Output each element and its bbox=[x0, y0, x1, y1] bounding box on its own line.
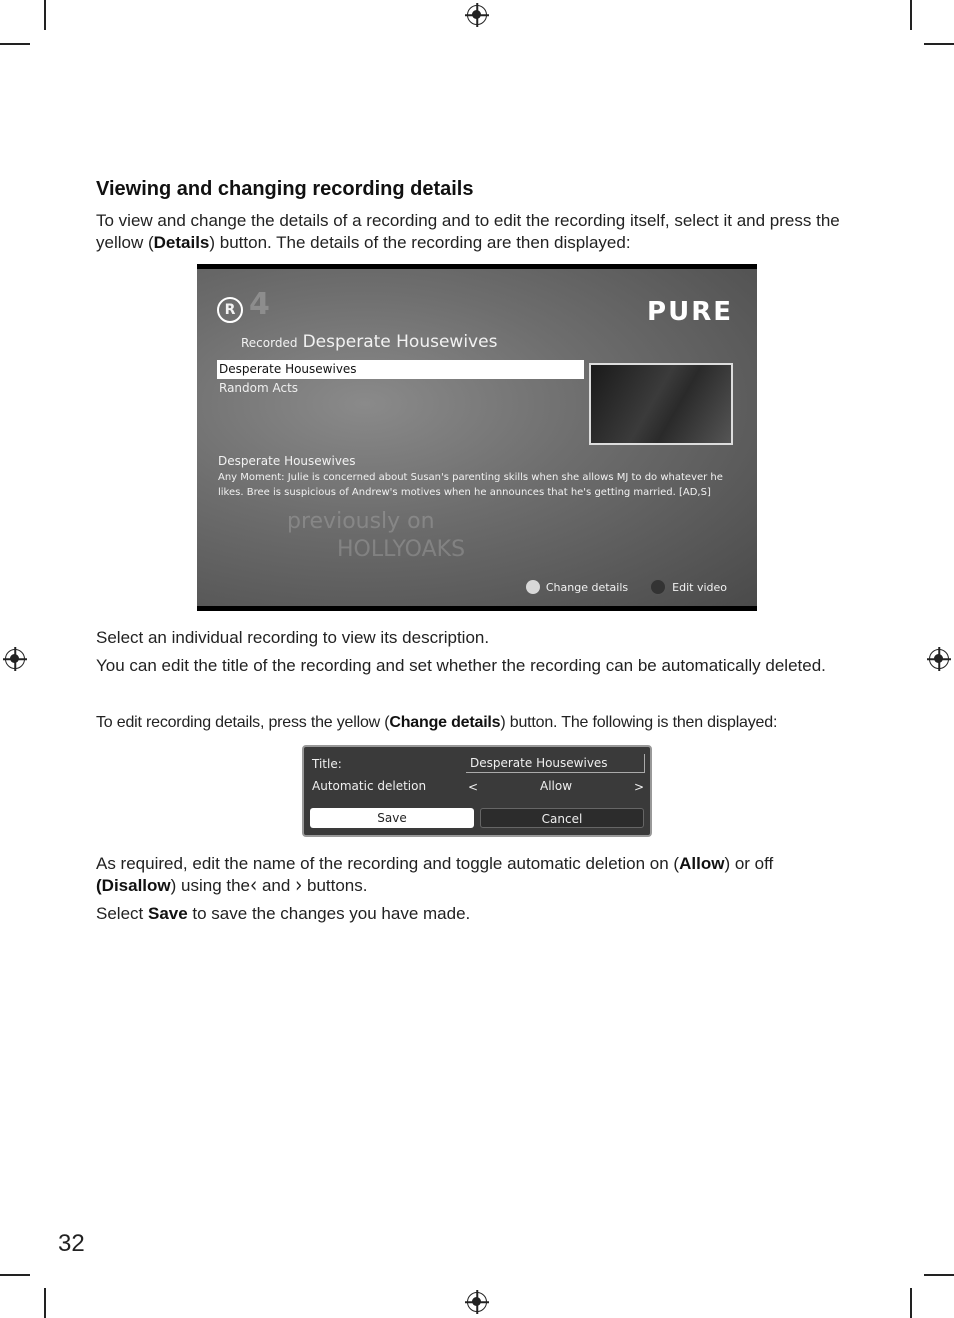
select-paragraph: Select an individual recording to view its description. bbox=[96, 628, 490, 647]
cancel-button[interactable]: Cancel bbox=[480, 808, 644, 828]
crop-mark bbox=[924, 1274, 954, 1276]
yellow-button-icon bbox=[526, 580, 540, 594]
brand-logo: PURE bbox=[647, 297, 733, 327]
crop-mark bbox=[910, 1288, 912, 1318]
crop-mark bbox=[44, 0, 46, 30]
edit-paragraph: You can edit the title of the recording and set whether the recording can be automatically deleted. bbox=[96, 656, 826, 675]
description-title: Desperate Housewives bbox=[218, 454, 356, 468]
list-item[interactable]: Random Acts bbox=[219, 381, 299, 395]
list-item[interactable]: Desperate Housewives bbox=[217, 360, 584, 379]
edit-details-dialog bbox=[302, 745, 652, 837]
recorded-logo-icon: R bbox=[217, 297, 243, 323]
edit-video-label[interactable]: Edit video bbox=[672, 580, 727, 594]
crop-mark bbox=[924, 43, 954, 45]
background-watermark: HOLLYOAKS bbox=[337, 537, 466, 562]
tv-heading: Recorded Desperate Housewives bbox=[241, 332, 498, 352]
registration-mark-icon bbox=[467, 5, 487, 25]
video-thumbnail bbox=[589, 363, 733, 445]
toggle-paragraph: As required, edit the name of the recording and toggle automatic deletion on (Allow) or off (Disallow) using the‹ and › buttons. bbox=[96, 854, 774, 898]
channel-logo: 4 bbox=[249, 287, 270, 322]
description-text: Any Moment: Julie is concerned about Susan's parenting skills when she allows MJ to do whatever he likes. Bree is suspicious of Andrew's motives when he announces that he's getting married. [AD,S] bbox=[218, 472, 723, 498]
blue-button-icon bbox=[650, 579, 666, 595]
title-label: Title: bbox=[312, 757, 342, 771]
background-watermark: previously on bbox=[287, 509, 435, 534]
recording-list bbox=[217, 360, 584, 398]
save-button[interactable]: Save bbox=[310, 808, 474, 828]
tv-button-bar bbox=[526, 579, 727, 595]
chevron-right-icon: › bbox=[295, 872, 303, 898]
arrow-right-icon[interactable]: > bbox=[634, 780, 645, 794]
registration-mark-icon bbox=[467, 1292, 487, 1312]
tv-screenshot bbox=[197, 264, 757, 611]
arrow-left-icon[interactable]: < bbox=[468, 780, 479, 794]
section-heading: Viewing and changing recording details bbox=[96, 178, 474, 200]
crop-mark bbox=[44, 1288, 46, 1318]
automatic-deletion-value: Allow bbox=[540, 779, 573, 793]
save-paragraph: Select Save to save the changes you have made. bbox=[96, 904, 471, 923]
edit-details-paragraph: To edit recording details, press the yellow (Change details) button. The following is then displayed: bbox=[96, 714, 778, 731]
page-number: 32 bbox=[58, 1230, 85, 1257]
crop-mark bbox=[910, 0, 912, 30]
change-details-label[interactable]: Change details bbox=[545, 580, 629, 594]
crop-mark bbox=[0, 43, 30, 45]
crop-mark bbox=[0, 1274, 30, 1276]
automatic-deletion-label: Automatic deletion bbox=[312, 779, 427, 793]
registration-mark-icon bbox=[929, 649, 949, 669]
registration-mark-icon bbox=[5, 649, 25, 669]
chevron-left-icon: ‹ bbox=[250, 872, 258, 898]
title-input[interactable]: Desperate Housewives bbox=[466, 754, 645, 773]
intro-paragraph: To view and change the details of a recording and to edit the recording itself, select it and press the yellow (Details) button. The details of the recording are then displayed: bbox=[96, 211, 840, 252]
